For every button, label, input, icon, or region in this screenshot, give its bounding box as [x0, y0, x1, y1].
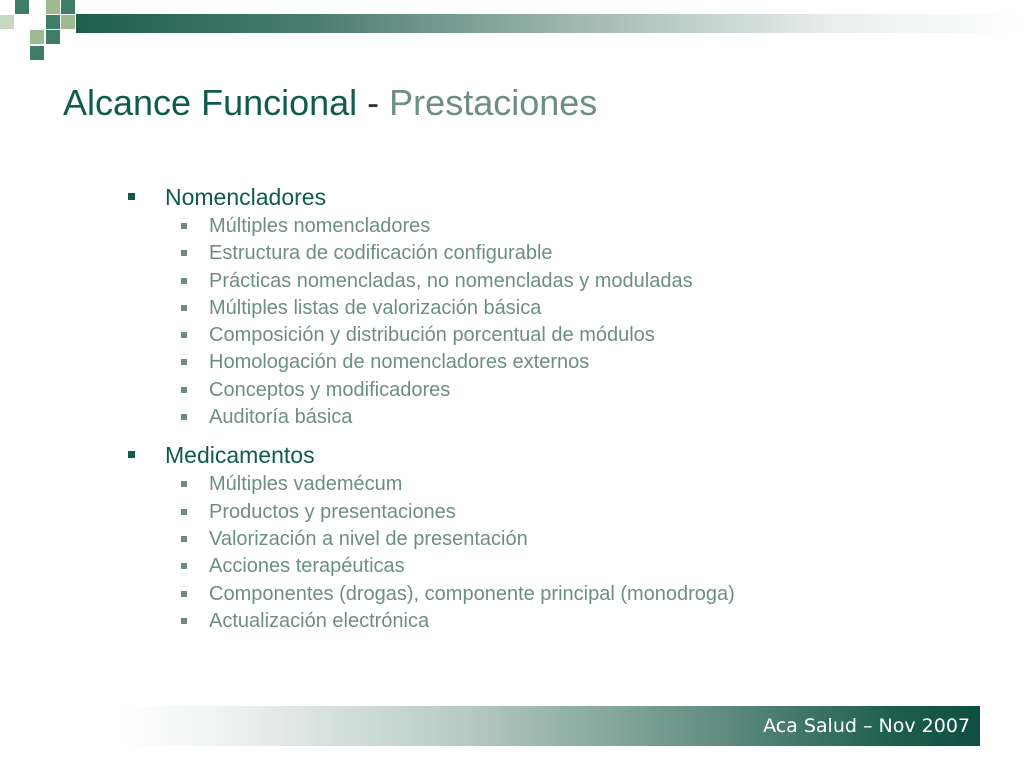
list-item-label: Acciones terapéuticas: [209, 555, 405, 578]
list-item-label: Auditoría básica: [209, 406, 353, 429]
section-heading-label: Nomencladores: [165, 184, 327, 210]
deco-square: [46, 0, 60, 14]
square-bullet-icon: [128, 193, 135, 200]
list-item-label: Múltiples listas de valorización básica: [209, 296, 542, 319]
section-heading-label: Medicamentos: [165, 442, 315, 469]
square-bullet-icon: [181, 305, 187, 311]
deco-square: [15, 0, 29, 14]
section-heading: [126, 181, 986, 213]
deco-square: [46, 30, 60, 44]
section-heading: [126, 439, 986, 471]
square-bullet-icon: [181, 563, 187, 569]
content-area: [126, 181, 986, 643]
list-item-label: Actualización electrónica: [209, 609, 430, 632]
square-bullet-icon: [128, 451, 135, 458]
list-item-label: Productos y presentaciones: [209, 500, 456, 523]
sub-list: [126, 213, 986, 431]
deco-square: [46, 15, 60, 29]
list-item-label: Múltiples nomencladores: [209, 215, 431, 237]
list-item-label: Conceptos y modificadores: [209, 378, 451, 401]
list-item-label: Múltiples vademécum: [209, 473, 403, 496]
list-item-label: Composición y distribución porcentual de módulos: [209, 324, 655, 347]
square-bullet-icon: [181, 536, 187, 542]
slide-title: [63, 80, 597, 126]
square-bullet-icon: [181, 414, 187, 420]
top-decorative-band: [76, 14, 1024, 33]
square-bullet-icon: [181, 278, 187, 284]
deco-square: [30, 46, 44, 60]
square-bullet-icon: [181, 250, 187, 256]
list-item: [126, 471, 986, 498]
sub-list: [126, 471, 986, 635]
list-item: [126, 349, 986, 376]
square-bullet-icon: [181, 359, 187, 365]
list-item-label: Prácticas nomencladas, no nomencladas y moduladas: [209, 269, 693, 292]
square-bullet-icon: [181, 332, 187, 338]
list-item: [126, 404, 986, 431]
deco-square: [61, 15, 75, 29]
deco-square: [30, 30, 44, 44]
list-item: [126, 526, 986, 553]
square-bullet-icon: [181, 387, 187, 393]
list-item: [126, 240, 986, 267]
list-item-label: Homologación de nomencladores externos: [209, 351, 590, 374]
list-item: [126, 581, 986, 608]
list-item-label: Valorización a nivel de presentación: [209, 527, 528, 550]
list-item-label: Estructura de codificación configurable: [209, 242, 553, 265]
list-item-label: Componentes (drogas), componente principal (monodroga): [209, 582, 735, 605]
deco-square: [0, 15, 14, 29]
square-bullet-icon: [181, 223, 187, 229]
title-sub: Prestaciones: [389, 82, 598, 123]
footer-text: Aca Salud – Nov 2007: [763, 715, 970, 737]
list-item: [126, 295, 986, 322]
section-nomencladores: [126, 181, 986, 431]
square-bullet-icon: [181, 481, 187, 487]
square-bullet-icon: [181, 618, 187, 624]
deco-square: [15, 15, 31, 31]
list-item: [126, 608, 986, 635]
list-item: [126, 377, 986, 404]
list-item: [126, 553, 986, 580]
list-item: [126, 499, 986, 526]
list-item: [126, 268, 986, 295]
section-medicamentos: [126, 439, 986, 635]
title-separator: -: [357, 82, 390, 123]
title-main: Alcance Funcional: [63, 82, 358, 123]
square-bullet-icon: [181, 509, 187, 515]
list-item: [126, 322, 986, 349]
deco-square: [61, 0, 75, 14]
square-bullet-icon: [181, 591, 187, 597]
list-item: [126, 213, 986, 240]
